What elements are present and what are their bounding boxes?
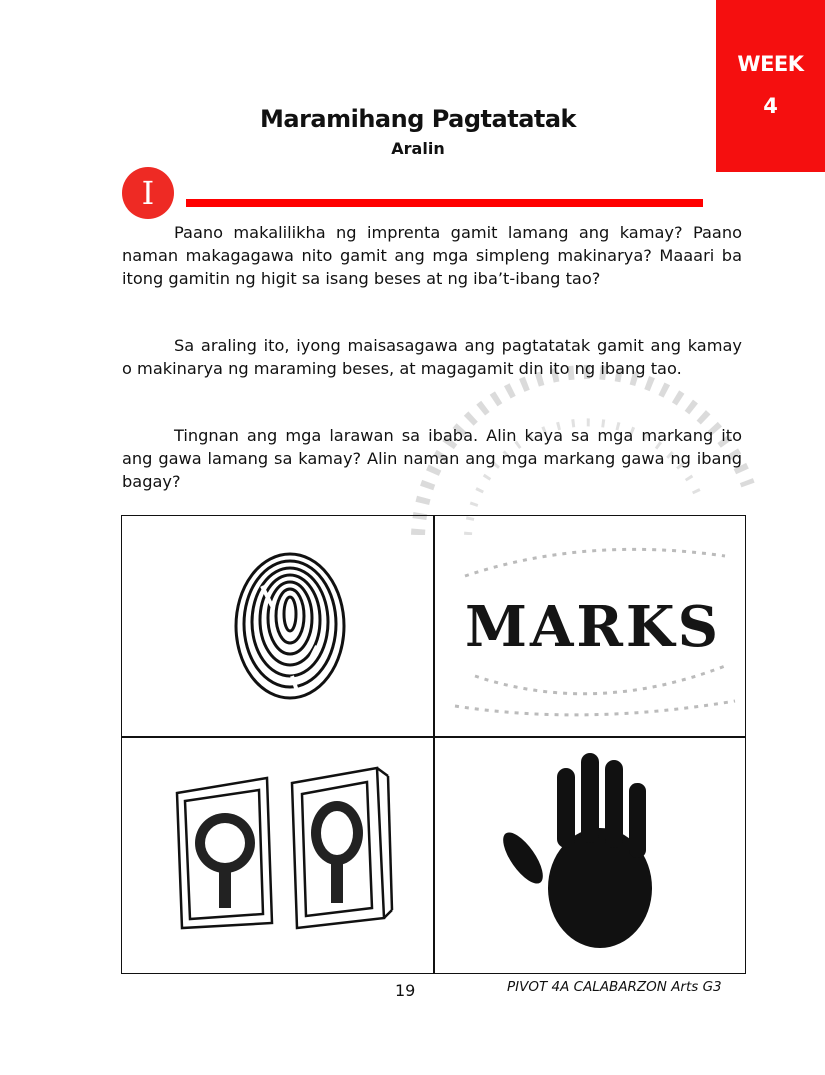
section-divider bbox=[186, 199, 703, 207]
image-grid bbox=[121, 515, 746, 974]
fingerprint-cell bbox=[122, 516, 433, 736]
marks-stamp-cell bbox=[435, 516, 745, 736]
framed-tree-print-icon bbox=[122, 738, 433, 973]
page-subtitle: Aralin bbox=[391, 139, 445, 158]
fingerprint-icon bbox=[122, 516, 433, 736]
week-number: 4 bbox=[763, 94, 778, 118]
section-badge: I bbox=[122, 167, 174, 219]
marks-stamp-text: MARKS bbox=[464, 594, 722, 660]
paragraph-intro: Paano makalilikha ng imprenta gamit lamang ang kamay? Paano naman makagagawa nito gamit ang mga simpleng makinarya? Maaari ba itong gamitin ng higit sa isang beses at ng iba’t-ibang tao? bbox=[122, 223, 742, 288]
page-number: 19 bbox=[395, 981, 416, 1000]
handprint-icon bbox=[435, 738, 745, 973]
tree-prints-cell bbox=[122, 738, 433, 973]
page-title: Maramihang Pagtatatak bbox=[259, 105, 577, 133]
paragraph-lesson: Sa araling ito, iyong maisasagawa ang pagtatatak gamit ang kamay o makinarya ng maraming beses, at magagamit din ito ng ibang tao. bbox=[122, 336, 742, 378]
handprint-cell bbox=[435, 738, 745, 973]
paragraph-instruction: Tingnan ang mga larawan sa ibaba. Alin kaya sa mga markang ito ang gawa lamang sa kamay? Alin naman ang mga markang gawa ng ibang bagay? bbox=[122, 426, 742, 491]
week-label: WEEK bbox=[737, 52, 804, 76]
footer-source: PIVOT 4A CALABARZON Arts G3 bbox=[507, 979, 722, 995]
